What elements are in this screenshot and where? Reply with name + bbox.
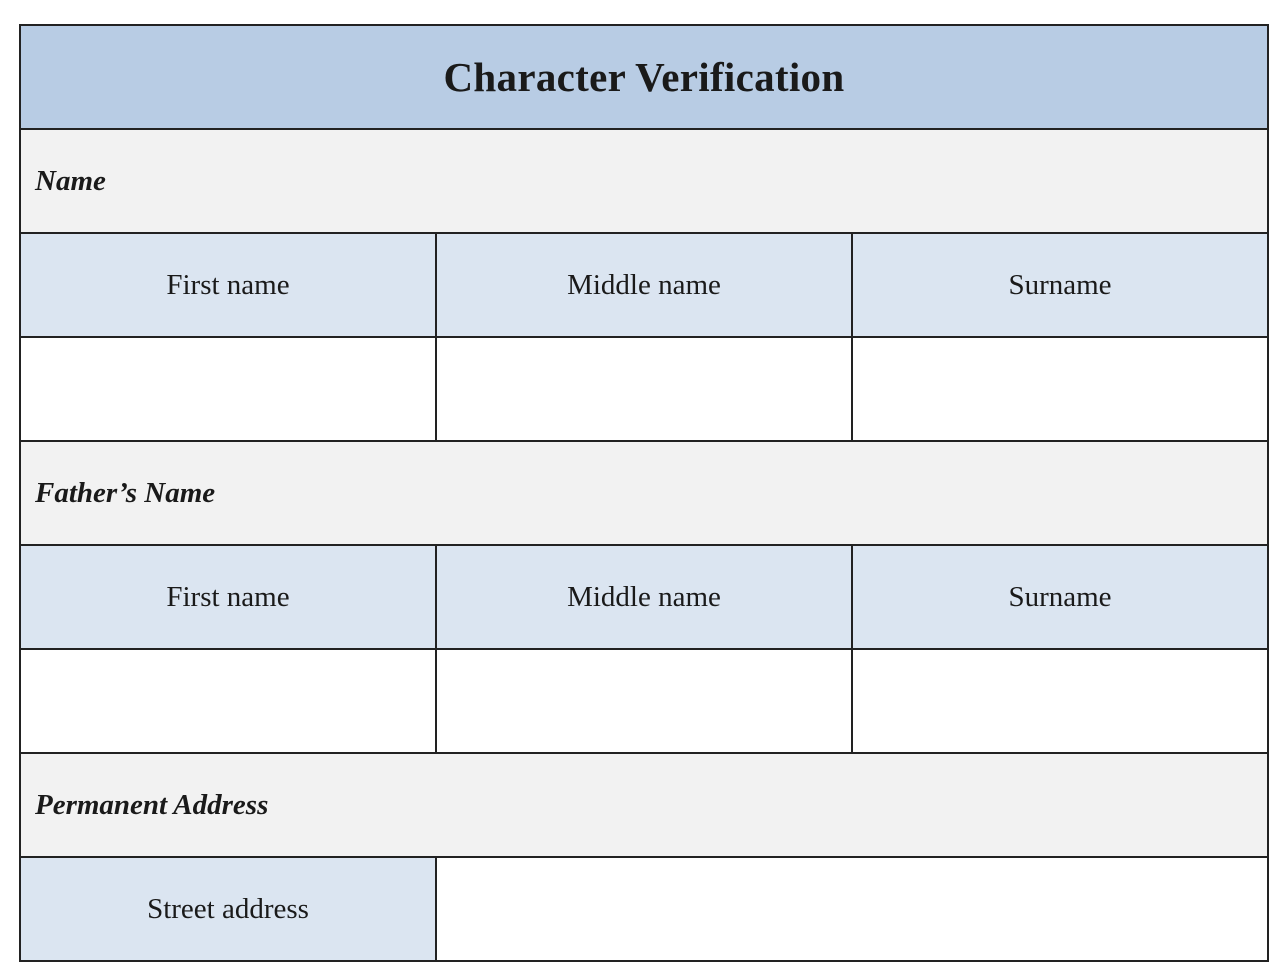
section-label-permanent-address: Permanent Address xyxy=(35,788,269,821)
name-first-name-field[interactable] xyxy=(21,338,437,440)
fathers-name-input-row xyxy=(21,650,1267,754)
fathers-surname-label: Surname xyxy=(853,546,1267,648)
section-label-fathers-name: Father’s Name xyxy=(35,476,216,509)
name-input-row xyxy=(21,338,1267,442)
fathers-surname-field[interactable] xyxy=(853,650,1267,752)
fathers-name-header-row xyxy=(21,546,1267,650)
street-address-label: Street address xyxy=(21,858,437,960)
fathers-middle-name-field[interactable] xyxy=(437,650,853,752)
name-middle-name-field[interactable] xyxy=(437,338,853,440)
character-verification-form xyxy=(19,24,1269,962)
street-address-field[interactable] xyxy=(437,858,1267,960)
section-permanent-address xyxy=(21,754,1267,858)
name-first-name-label: First name xyxy=(21,234,437,336)
street-address-row xyxy=(21,858,1267,962)
fathers-middle-name-label: Middle name xyxy=(437,546,853,648)
form-title: Character Verification xyxy=(443,54,845,100)
section-fathers-name xyxy=(21,442,1267,546)
name-middle-name-label: Middle name xyxy=(437,234,853,336)
fathers-first-name-label: First name xyxy=(21,546,437,648)
section-label-name: Name xyxy=(35,164,106,197)
name-header-row xyxy=(21,234,1267,338)
section-name xyxy=(21,130,1267,234)
fathers-first-name-field[interactable] xyxy=(21,650,437,752)
name-surname-label: Surname xyxy=(853,234,1267,336)
form-title-row xyxy=(21,26,1267,130)
name-surname-field[interactable] xyxy=(853,338,1267,440)
